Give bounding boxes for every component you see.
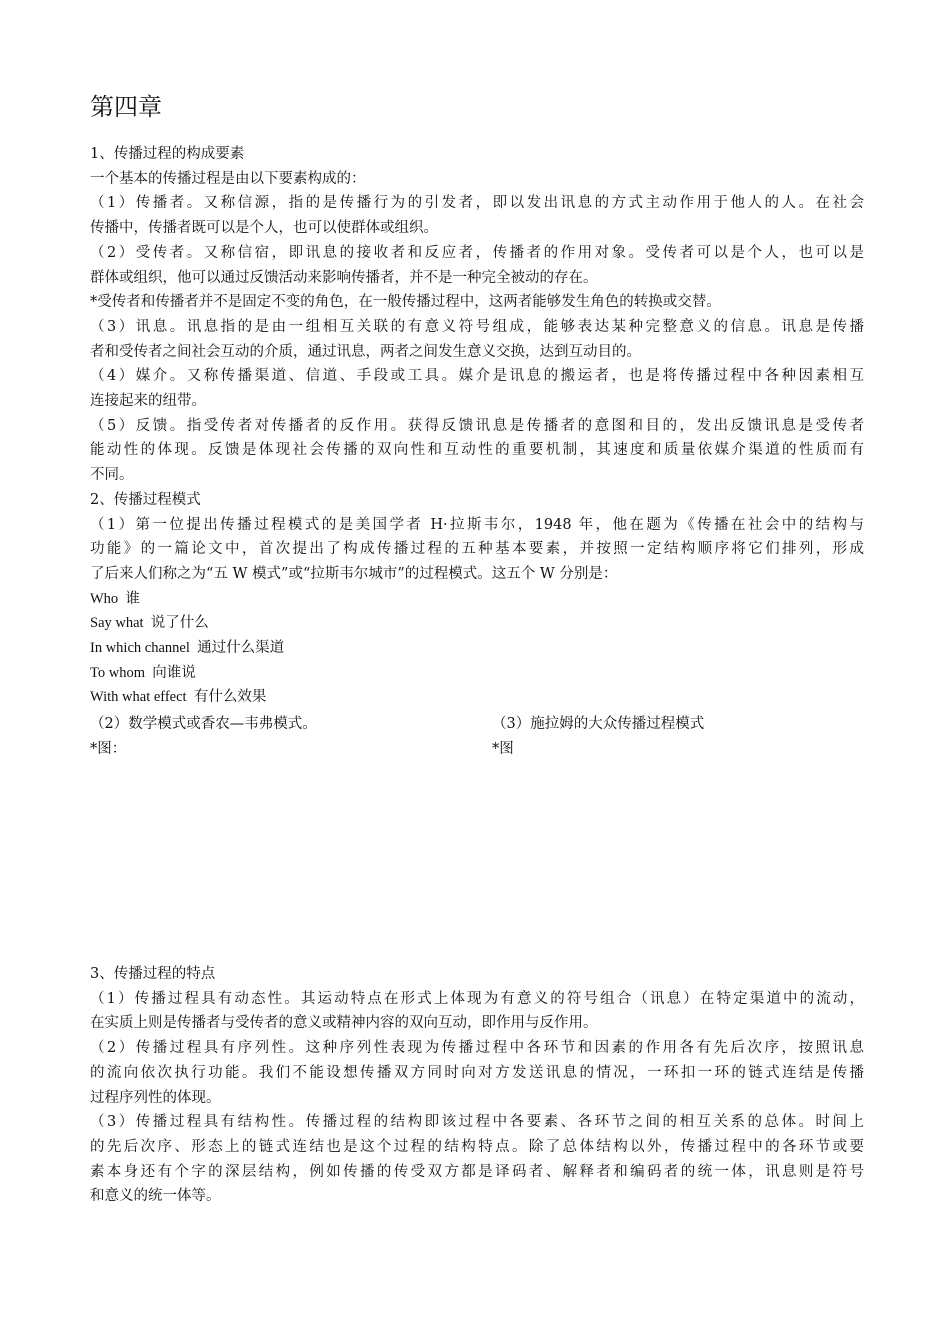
para-text: 和意义的统一体等。 [90,1188,221,1205]
note-text: *受传者和传播者并不是固定不变的角色，在一般传播过程中，这两者能够发生角色的转换或交替。 [90,294,721,311]
w-item: With what effect 有什么效果 [90,689,267,706]
para-text: 了后来人们称之为“五 W 模式”或“拉斯韦尔城市”的过程模式。这五个 W 分别是： [90,565,618,582]
w-item: Say what 说了什么 [90,615,209,632]
para-text: 能动性的体现。反馈是体现社会传播的双向性和互动性的重要机制，其速度和质量依媒介渠道的性质而有 [90,442,864,459]
para-text: 连接起来的纽带。 [90,393,206,410]
para-text: 的流向依次执行功能。我们不能设想传播双方同时向对方发送讯息的情况，一环扣一环的链式连结是传播 [90,1064,864,1081]
chapter-title: 第四章 [90,93,162,121]
para-text: 功能》的一篇论文中，首次提出了构成传播过程的五种基本要素，并按照一定结构顺序将它们排列，形成 [90,541,864,558]
para-text: 不同。 [90,467,134,484]
para-text: （3）讯息。讯息指的是由一组相互关联的有意义符号组成，能够表达某种完整意义的信息。讯息是传播 [90,318,864,335]
para-text: （3）传播过程具有结构性。传播过程的结构即该过程中各要素、各环节之间的相互关系的总体。时间上 [90,1114,864,1131]
para-text: （4）媒介。又称传播渠道、信道、手段或工具。媒介是讯息的搬运者，也是将传播过程中各种因素相互 [90,368,864,385]
para-text: 过程序列性的体现。 [90,1089,221,1106]
para-text: 在实质上则是传播者与受传者的意义或精神内容的双向互动，即作用与反作用。 [90,1015,598,1032]
para-text: （2）传播过程具有序列性。这种序列性表现为传播过程中各环节和因素的作用各有先后次序，按照讯息 [90,1040,864,1057]
para-text: （1）传播过程具有动态性。其运动特点在形式上体现为有意义的符号组合（讯息）在特定渠道中的流动， [90,990,864,1007]
section-3 [90,962,864,1209]
para-text: （2）受传者。又称信宿，即讯息的接收者和反应者，传播者的作用对象。受传者可以是个人，也可以是 [90,244,864,261]
section-1-intro: 一个基本的传播过程是由以下要素构成的： [90,170,366,187]
para-text: 群体或组织，他可以通过反馈活动来影响传播者，并不是一种完全被动的存在。 [90,269,598,286]
para-text: （5）反馈。指受传者对传播者的反作用。获得反馈讯息是传播者的意图和目的，发出反馈讯息是受传者 [90,417,864,434]
para-text: （1）传播者。又称信源，指的是传播行为的引发者，即以发出讯息的方式主动作用于他人的人。在社会 [90,195,864,212]
para-text: （1）第一位提出传播过程模式的是美国学者 H·拉斯韦尔，1948 年，他在题为《传播在社会中的结构与 [90,516,864,533]
section-2-heading: 2、传播过程模式 [90,491,201,508]
para-text: 素本身还有个字的深层结构，例如传播的传受双方都是译码者、解释者和编码者的统一体，讯息则是符号 [90,1163,864,1180]
para-text: 的先后次序、形态上的链式连结也是这个过程的结构特点。除了总体结构以外，传播过程中的各环节或要 [90,1138,864,1155]
w-item: In which channel 通过什么渠道 [90,640,285,657]
para-text: 者和受传者之间社会互动的介质，通过讯息，两者之间发生意义交换，达到互动目的。 [90,343,641,360]
section-3-heading: 3、传播过程的特点 [90,966,216,982]
model-2-label: （2）数学模式或香农—韦弗模式。 [90,716,317,732]
model-2-figure-note: *图： [90,741,127,757]
para-text: 传播中，传播者既可以是个人，也可以使群体或组织。 [90,220,438,237]
model-3-label: （3）施拉姆的大众传播过程模式 [492,716,705,732]
section-1 [90,142,864,710]
model-3-figure-note: *图 [492,741,514,757]
w-item: Who 谁 [90,590,140,607]
section-1-heading: 1、传播过程的构成要素 [90,146,245,162]
w-item: To whom 向谁说 [90,664,196,681]
